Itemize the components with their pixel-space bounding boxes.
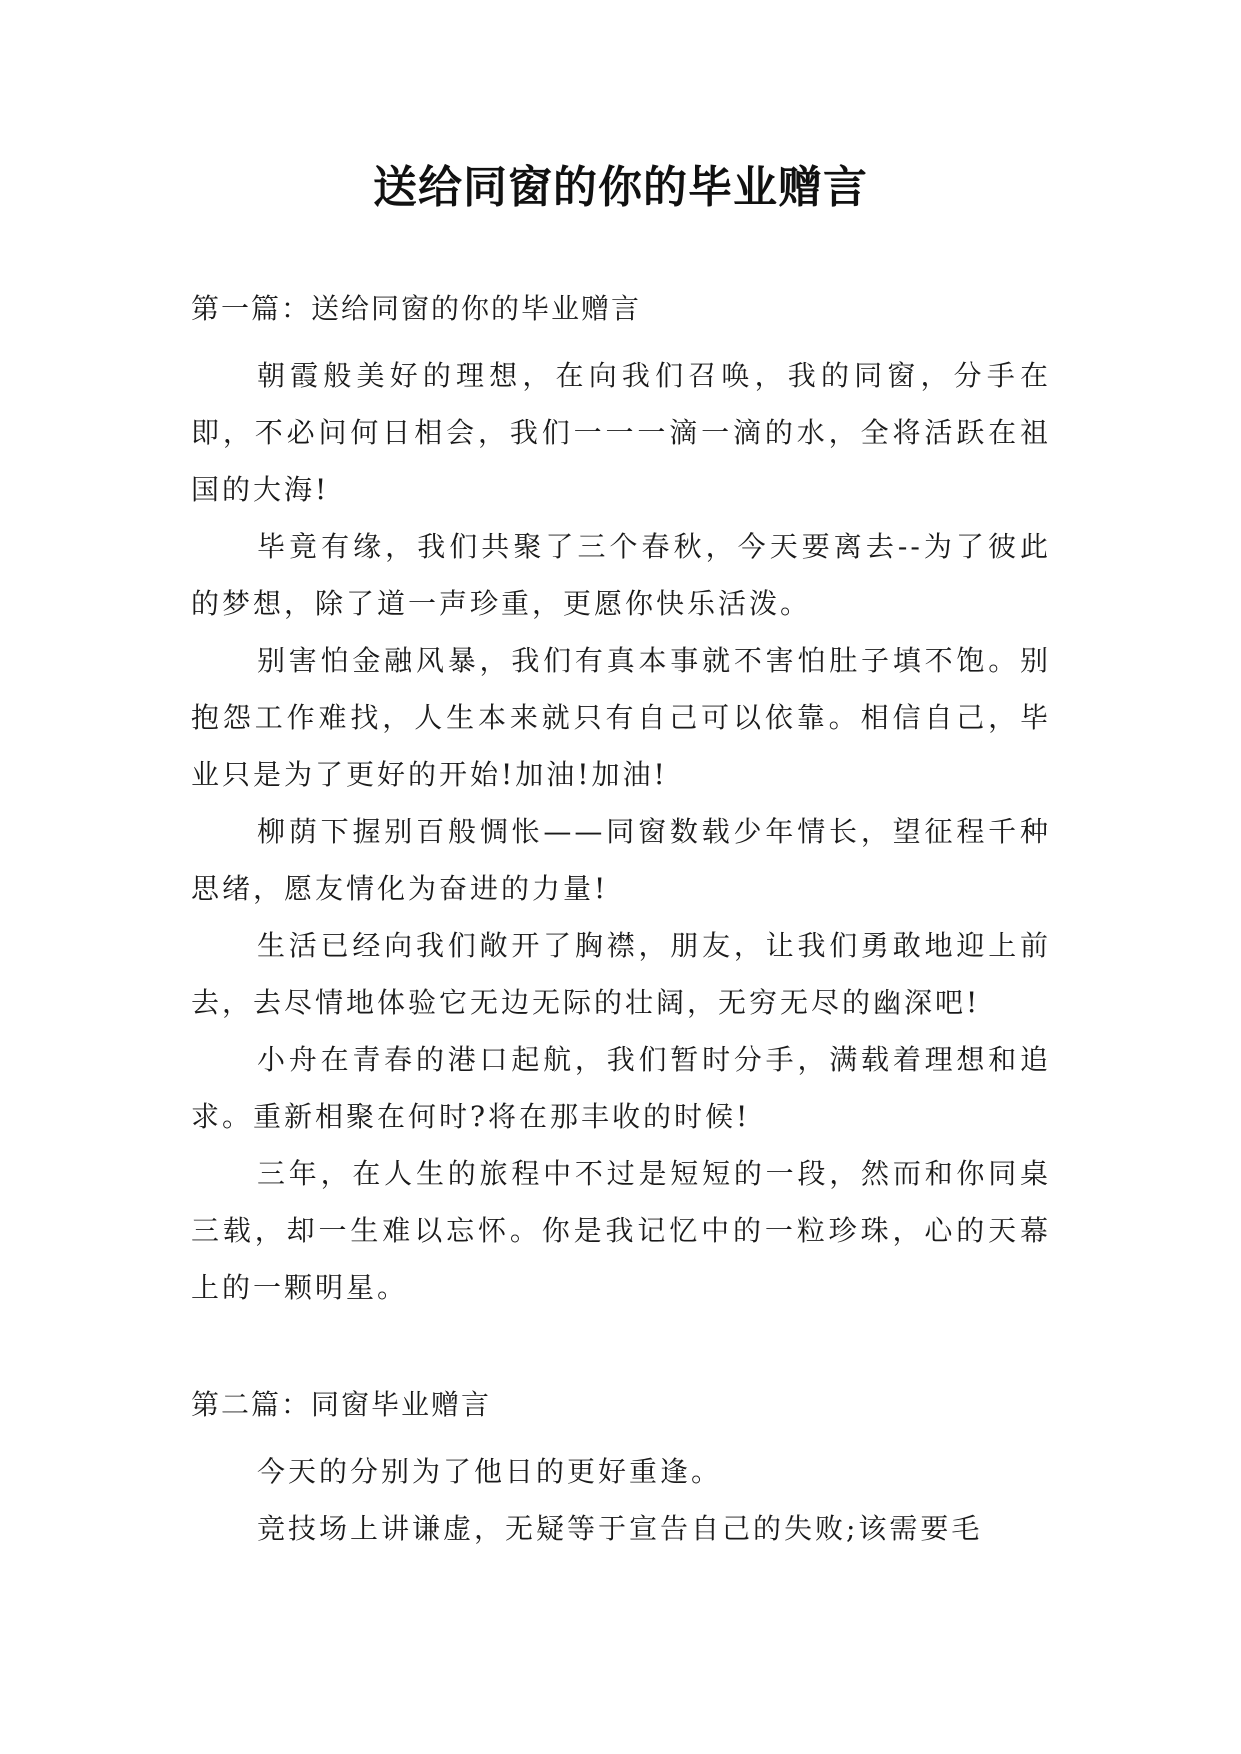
paragraph: 别害怕金融风暴，我们有真本事就不害怕肚子填不饱。别抱怨工作难找，人生本来就只有自己可以依靠。相信自己，毕业只是为了更好的开始!加油!加油! (191, 644, 1051, 791)
paragraph: 今天的分别为了他日的更好重逢。 (257, 1455, 723, 1488)
paragraph: 竞技场上讲谦虚，无疑等于宣告自己的失败;该需要毛 (257, 1512, 983, 1545)
section-1 (191, 290, 1051, 1316)
paragraph: 朝霞般美好的理想，在向我们召唤，我的同窗，分手在即，不必问何日相会，我们一一一滴一滴的水，全将活跃在祖国的大海! (191, 359, 1051, 506)
paragraph: 生活已经向我们敞开了胸襟，朋友，让我们勇敢地迎上前去，去尽情地体验它无边无际的壮阔，无穷无尽的幽深吧! (191, 929, 1051, 1019)
section-2 (191, 1386, 1051, 1557)
paragraph: 毕竟有缘，我们共聚了三个春秋，今天要离去--为了彼此的梦想，除了道一声珍重，更愿你快乐活泼。 (191, 530, 1051, 620)
paragraph: 柳荫下握别百般惆怅——同窗数载少年情长，望征程千种思绪，愿友情化为奋进的力量! (191, 815, 1051, 905)
section-heading: 第二篇：同窗毕业赠言 (191, 1388, 492, 1421)
document-title: 送给同窗的你的毕业赠言 (373, 162, 868, 213)
document-body (191, 290, 1051, 1557)
paragraph: 三年，在人生的旅程中不过是短短的一段，然而和你同桌三载，却一生难以忘怀。你是我记忆中的一粒珍珠，心的天幕上的一颗明星。 (191, 1157, 1051, 1304)
paragraph: 小舟在青春的港口起航，我们暂时分手，满载着理想和追求。重新相聚在何时?将在那丰收的时候! (191, 1043, 1051, 1133)
section-spacer (191, 1316, 1051, 1386)
section-heading: 第一篇：送给同窗的你的毕业赠言 (191, 292, 642, 325)
